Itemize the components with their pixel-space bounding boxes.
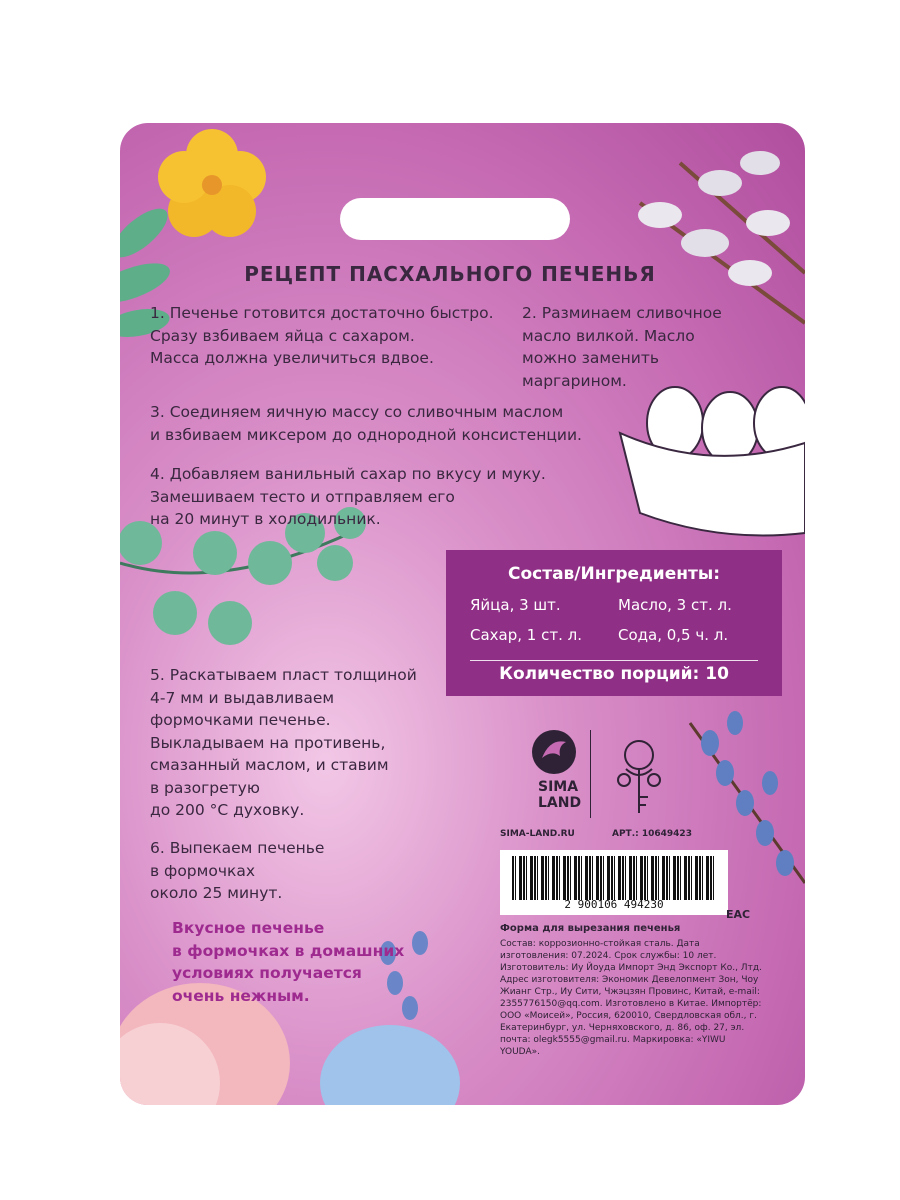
servings-count: Количество порций: 10	[499, 664, 729, 684]
yellow-flower-illustration	[158, 129, 266, 237]
recipe-step-2: 2. Разминаем сливочное масло вилкой. Масло можно заменить маргарином.	[522, 304, 722, 390]
ornamental-key-icon	[606, 735, 672, 820]
ingredient-soda: Сода, 0,5 ч. л.	[618, 626, 729, 644]
barcode-digits: 2 900106 494230	[564, 898, 664, 911]
panel-divider	[470, 660, 758, 661]
willow-branch-illustration	[638, 151, 805, 323]
recipe-step-4: 4. Добавляем ванильный сахар по вкусу и муку. Замешиваем тесто и отправляем его на 20 минут в холодильник.	[150, 465, 546, 528]
hang-hole	[340, 198, 570, 240]
site-url: SIMA-LAND.RU	[500, 829, 575, 839]
recipe-step-6: 6. Выпекаем печенье в формочках около 25 минут.	[150, 839, 325, 902]
sima-land-dolphin-icon	[530, 728, 578, 776]
logo-line-1: SIMA	[538, 779, 579, 795]
ingredients-heading: Состав/Ингредиенты:	[507, 564, 721, 584]
barcode-bars	[512, 856, 716, 900]
logo-line-2: LAND	[538, 795, 582, 811]
logo-divider	[590, 730, 591, 818]
recipe-title: РЕЦЕПТ ПАСХАЛЬНОГО ПЕЧЕНЬЯ	[244, 262, 656, 286]
ingredient-sugar: Сахар, 1 ст. л.	[470, 626, 582, 644]
product-title: Форма для вырезания печенья	[500, 923, 681, 934]
recipe-step-5: 5. Раскатываем пласт толщиной 4-7 мм и выдавливаем формочками печенье. Выкладываем на противень, смазанный маслом, и ставим в разогретую до 200 °С духовку.	[150, 666, 417, 819]
egg-bowl-illustration	[620, 387, 805, 536]
ingredient-eggs: Яйца, 3 шт.	[470, 596, 561, 614]
eac-mark: ЕАС	[726, 908, 751, 921]
ingredients-panel	[446, 550, 782, 696]
tasty-note: Вкусное печенье в формочках в домашних условиях получается очень нежным.	[172, 919, 405, 1005]
recipe-step-3: 3. Соединяем яичную массу со сливочным маслом и взбиваем миксером до однородной консистенции.	[150, 403, 582, 444]
barcode	[500, 850, 728, 915]
article-number: АРТ.: 10649423	[612, 829, 692, 839]
recipe-step-1: 1. Печенье готовится достаточно быстро. Сразу взбиваем яйца с сахаром. Масса должна увеличиться вдвое.	[150, 304, 494, 367]
ingredient-butter: Масло, 3 ст. л.	[618, 596, 732, 614]
product-info: Состав: коррозионно-стойкая сталь. Дата изготовления: 07.2024. Срок службы: 10 лет. Изготовитель: Иу Йоуда Импорт Энд Экспорт Ко., Лтд. Адрес изготовителя: Экономик Девелопмент Зон, Чоу Жианг Стр., Иу Сити, Чжэцзян Провинс, Китай, e-mail: 2355776150@qq.com. Изготовлено в Китае. Импортёр: ООО «Моисей», Россия, 620010, Свердловская обл., г. Екатеринбург, ул. Черняховского, д. 86, оф. 27, эл. почта: olegk5555@gmail.ru. Маркировка: «YIWU YOUDA».	[500, 939, 762, 1057]
